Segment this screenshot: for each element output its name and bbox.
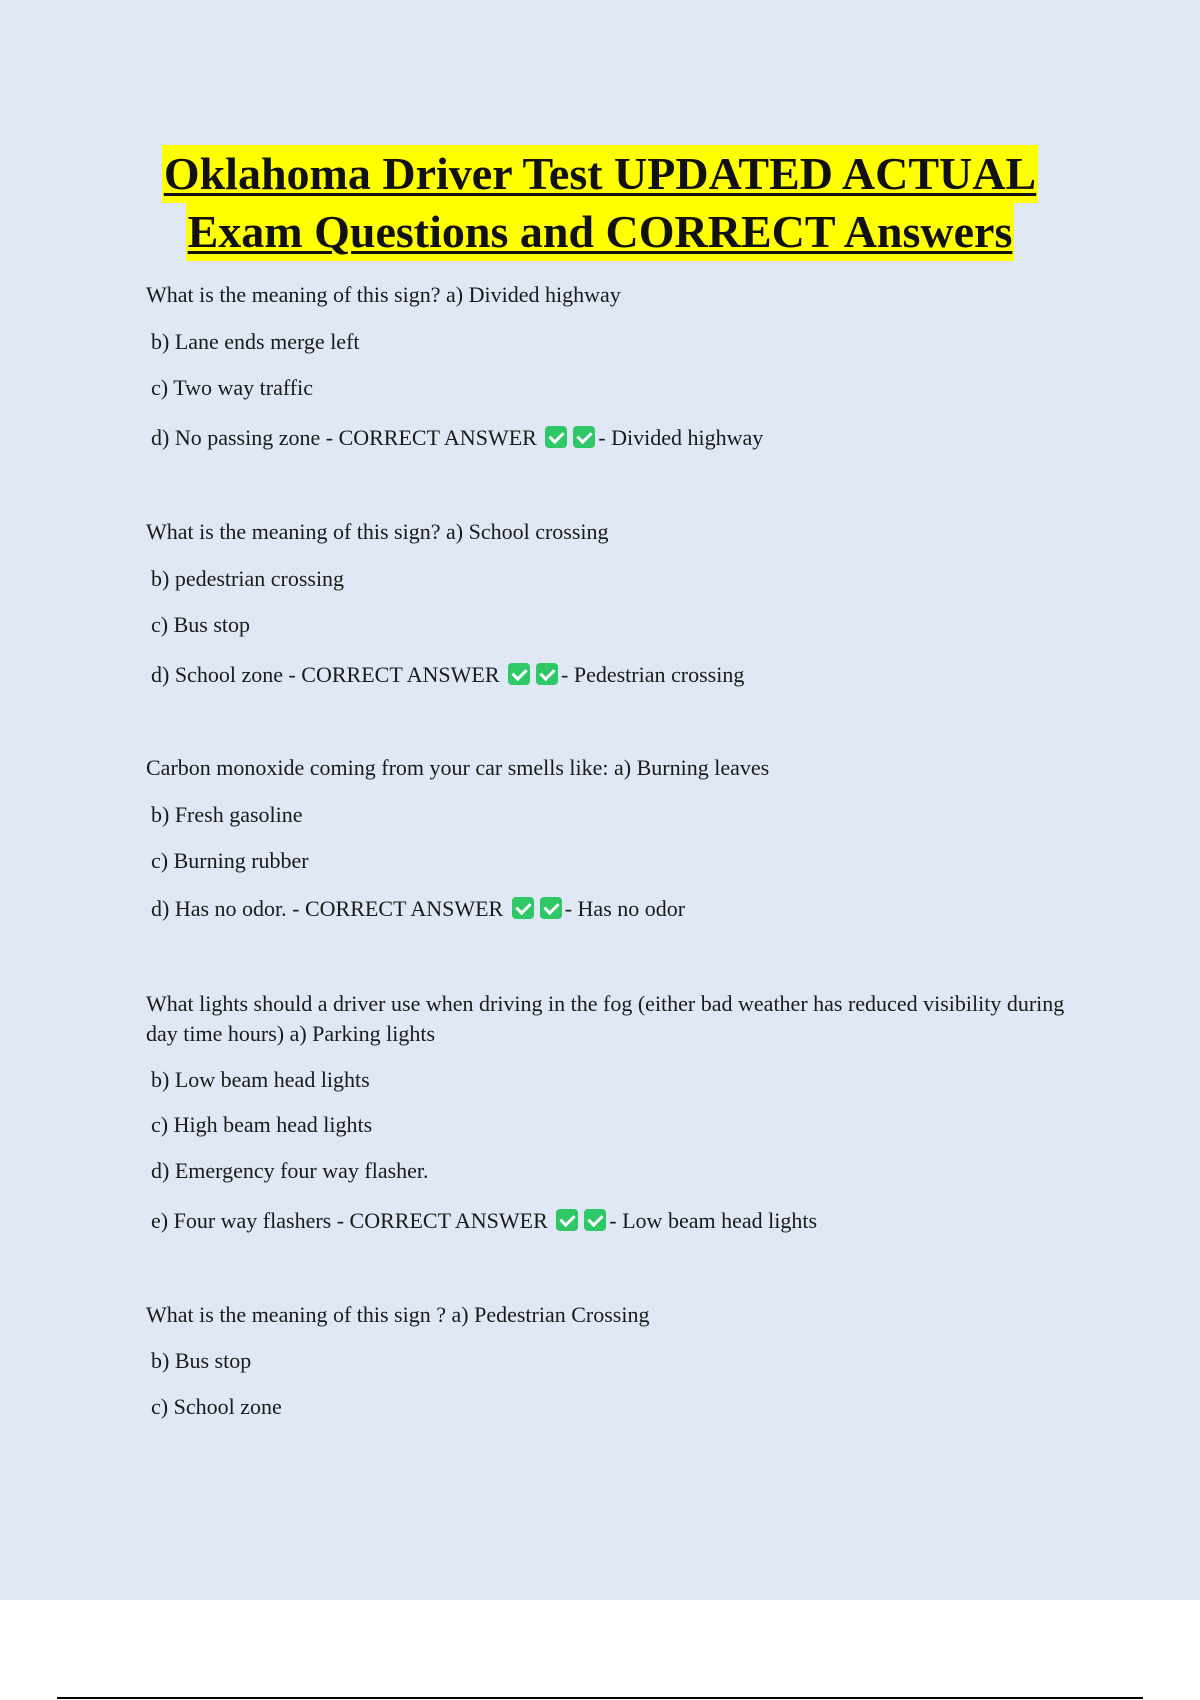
answer-option: d) Emergency four way flasher. [151,1158,429,1183]
check-mark-icon [545,426,567,448]
question-block-4 [146,989,1096,1236]
check-mark-icon [540,897,562,919]
check-mark-icon [556,1209,578,1231]
answer-option: c) Burning rubber [151,848,309,873]
check-mark-icon [508,663,530,685]
last-option-text: d) Has no odor. - CORRECT ANSWER [151,896,504,921]
footer-divider [57,1697,1143,1699]
correct-answer-text: - Divided highway [598,425,764,450]
title-line-1: Oklahoma Driver Test UPDATED ACTUAL [162,145,1038,203]
check-mark-icon [584,1209,606,1231]
question-block-1 [146,280,1096,453]
question-text: What is the meaning of this sign? a) School crossing [146,519,609,544]
answer-option: b) Fresh gasoline [151,802,303,827]
answer-option: c) Two way traffic [151,375,313,400]
answer-option: c) Bus stop [151,612,250,637]
question-block-5 [146,1300,1096,1422]
question-text: What lights should a driver use when driving in the fog (either bad weather has reduced visibility during day time hours) a) Parking lights [146,991,1065,1046]
answer-option: b) Lane ends merge left [151,329,360,354]
question-text: Carbon monoxide coming from your car smells like: a) Burning leaves [146,755,770,780]
last-option-text: d) School zone - CORRECT ANSWER [151,662,500,687]
check-mark-icon [536,663,558,685]
correct-answer-text: - Has no odor [564,896,686,921]
answer-option: c) High beam head lights [151,1112,373,1137]
answer-option-correct [146,1206,1096,1236]
answer-option-correct [146,894,1096,924]
answer-option-correct [146,660,1096,690]
question-text: What is the meaning of this sign ? a) Pedestrian Crossing [146,1302,650,1327]
document-title [0,145,1200,261]
answer-option: b) pedestrian crossing [151,566,345,591]
correct-answer-text: - Pedestrian crossing [561,662,745,687]
title-line-2: Exam Questions and CORRECT Answers [186,203,1015,261]
check-mark-icon [573,426,595,448]
last-option-text: d) No passing zone - CORRECT ANSWER [151,425,537,450]
last-option-text: e) Four way flashers - CORRECT ANSWER [151,1208,548,1233]
correct-answer-text: - Low beam head lights [609,1208,818,1233]
answer-option-correct [146,423,1096,453]
question-block-2 [146,517,1096,690]
answer-option: c) School zone [151,1394,282,1419]
answer-option: b) Low beam head lights [151,1067,370,1092]
question-text: What is the meaning of this sign? a) Divided highway [146,282,621,307]
answer-option: b) Bus stop [151,1348,252,1373]
check-mark-icon [512,897,534,919]
question-block-3 [146,753,1096,924]
